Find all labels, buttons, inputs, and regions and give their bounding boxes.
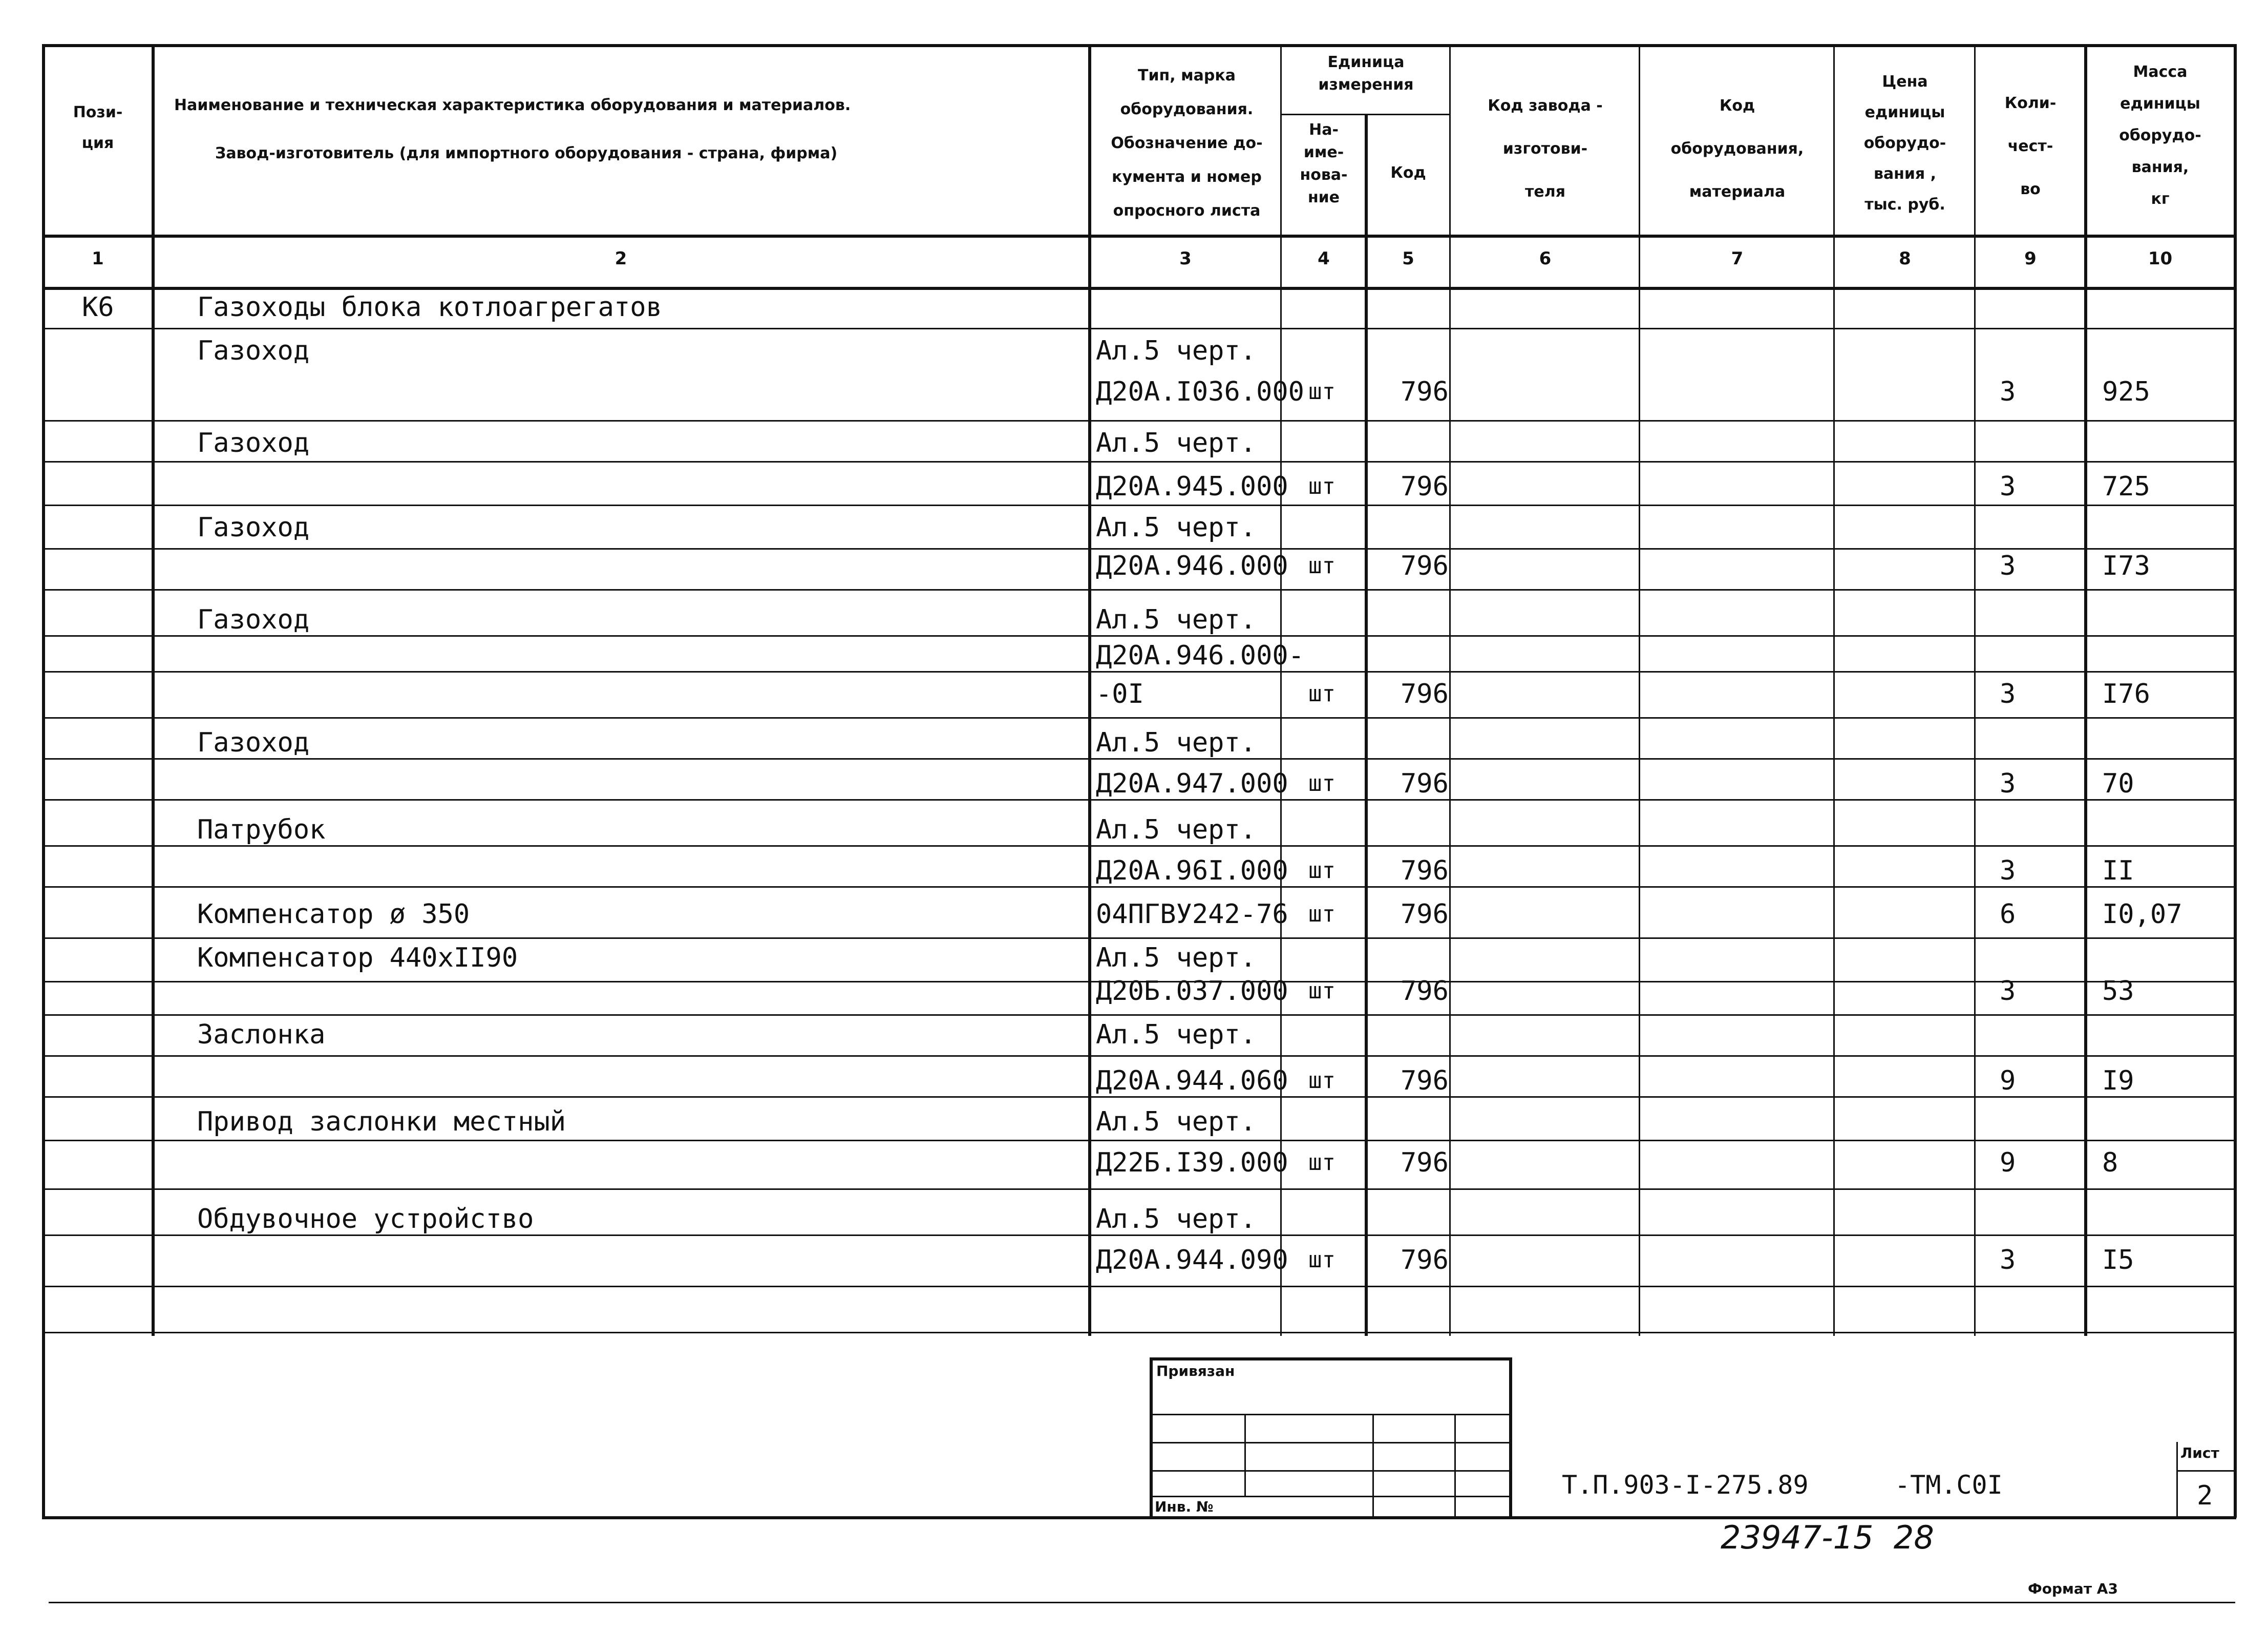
cell-name: Привод заслонки местный — [197, 1106, 566, 1137]
cell-document: Ал.5 черт. — [1096, 1019, 1257, 1050]
header-quantity: Коли- чест- во — [2004, 94, 2057, 198]
stamp-line-3 — [1150, 1470, 1511, 1472]
stamp-v1 — [1244, 1414, 1246, 1496]
stamp-line-2 — [1150, 1442, 1511, 1443]
cell-unit: шт — [1308, 770, 1336, 797]
cell-unit: шт — [1308, 553, 1336, 579]
cell-document: Д20А.947.000 — [1096, 768, 1288, 799]
cell-name: Газоход — [197, 604, 310, 635]
cell-document: Д20А.946.000 — [1096, 551, 1288, 581]
cell-unit-code: 796 — [1401, 1245, 1449, 1275]
cell-name: Компенсатор ø 350 — [197, 899, 470, 930]
cell-unit: шт — [1308, 857, 1336, 884]
cell-mass: I0,07 — [2102, 899, 2182, 930]
cell-name: Заслонка — [197, 1019, 326, 1050]
cell-mass: 53 — [2102, 976, 2134, 1007]
cell-unit-code: 796 — [1401, 1147, 1449, 1178]
row-divider — [42, 1332, 2236, 1333]
cell-unit: шт — [1308, 379, 1336, 405]
row-divider — [42, 1055, 2236, 1057]
cell-quantity: 3 — [2000, 1245, 2016, 1275]
col-line-4 — [1365, 114, 1368, 1336]
col-line-8 — [1974, 44, 1976, 1336]
cell-name: Патрубок — [197, 814, 326, 845]
stamp-right — [1509, 1357, 1512, 1518]
cell-quantity: 3 — [2000, 471, 2016, 502]
row-divider — [42, 1188, 2236, 1190]
cell-unit: шт — [1308, 473, 1336, 499]
cell-document: Д22Б.I39.000 — [1096, 1147, 1288, 1178]
cell-mass: I9 — [2102, 1065, 2134, 1096]
cell-unit: шт — [1308, 901, 1336, 927]
cell-mass: I5 — [2102, 1245, 2134, 1275]
cell-quantity: 6 — [2000, 899, 2016, 930]
cell-quantity: 9 — [2000, 1065, 2016, 1096]
col-line-5 — [1449, 44, 1451, 1336]
sheet-box-left — [2176, 1442, 2178, 1518]
col-line-3 — [1280, 44, 1282, 1336]
cell-name: Газоход — [197, 727, 310, 758]
row-divider — [42, 886, 2236, 888]
cell-unit-code: 796 — [1401, 1065, 1449, 1096]
cell-quantity: 3 — [2000, 679, 2016, 709]
cell-mass: I76 — [2102, 679, 2150, 709]
colnum-5: 5 — [1402, 248, 1414, 269]
row-divider — [42, 1140, 2236, 1141]
stamp-top — [1150, 1357, 1511, 1360]
row-divider — [42, 1014, 2236, 1016]
colnum-8: 8 — [1899, 248, 1911, 269]
cell-unit: шт — [1308, 1149, 1336, 1176]
cell-unit-code: 796 — [1401, 471, 1449, 502]
cell-document: Ал.5 черт. — [1096, 512, 1257, 543]
cell-mass: 8 — [2102, 1147, 2118, 1178]
cell-document: Ал.5 черт. — [1096, 1204, 1257, 1234]
row-divider — [42, 635, 2236, 637]
cell-mass: 70 — [2102, 768, 2134, 799]
header-equipment-code: Код оборудования, материала — [1670, 97, 1804, 201]
cell-document: Д20А.946.000- — [1096, 640, 1304, 671]
cell-quantity: 3 — [2000, 551, 2016, 581]
header-name-line1: Наименование и техническая характеристика оборудования и материалов. — [174, 96, 851, 114]
row-divider — [42, 671, 2236, 673]
frame-top — [42, 44, 2236, 47]
cell-unit: шт — [1308, 1067, 1336, 1094]
cell-document: Ал.5 черт. — [1096, 428, 1257, 458]
colnum-2: 2 — [614, 248, 627, 269]
cell-name: Газоход — [197, 428, 310, 458]
header-bottom — [42, 235, 2236, 238]
cell-document: Д20А.I036.000 — [1096, 376, 1304, 407]
cell-document: 04ПГВУ242-76 — [1096, 899, 1288, 930]
colnum-9: 9 — [2024, 248, 2037, 269]
cell-unit-code: 796 — [1401, 899, 1449, 930]
colnum-1: 1 — [92, 248, 104, 269]
header-position: Пози- ция — [73, 103, 123, 152]
row-divider — [42, 937, 2236, 939]
cell-name: Газоходы блока котлоагрегатов — [197, 292, 662, 323]
cell-document: Д20Б.037.000 — [1096, 976, 1288, 1007]
header-name-line2: Завод-изготовитель (для импортного оборудования - страна, фирма) — [215, 144, 838, 162]
cell-name: Обдувочное устройство — [197, 1204, 534, 1234]
cell-unit-code: 796 — [1401, 679, 1449, 709]
cell-position: К6 — [82, 292, 114, 323]
row-divider — [42, 328, 2236, 329]
cell-unit-code: 796 — [1401, 376, 1449, 407]
sheet-number: 2 — [2197, 1480, 2213, 1511]
row-divider — [42, 548, 2236, 550]
cell-document: Д20А.944.090 — [1096, 1245, 1288, 1275]
cell-unit-code: 796 — [1401, 976, 1449, 1007]
cell-document: Ал.5 черт. — [1096, 727, 1257, 758]
row-divider — [42, 461, 2236, 463]
document-designation: Т.П.903-I-275.89 — [1562, 1470, 1809, 1500]
cell-quantity: 3 — [2000, 376, 2016, 407]
col-line-2 — [1088, 44, 1091, 1336]
cell-unit-code: 796 — [1401, 551, 1449, 581]
header-type: Тип, марка оборудования. Обозначение до- кумента и номер опросного листа — [1111, 67, 1263, 220]
row-divider — [42, 505, 2236, 506]
cell-name: Компенсатор 440xII90 — [197, 943, 518, 973]
row-divider — [42, 589, 2236, 591]
stamp-line-1 — [1150, 1414, 1511, 1415]
cell-unit: шт — [1308, 1247, 1336, 1273]
row-divider — [42, 799, 2236, 801]
colnum-4: 4 — [1318, 248, 1330, 269]
cell-document: Д20А.945.000 — [1096, 471, 1288, 502]
stamp-line-4 — [1150, 1496, 1511, 1497]
cell-quantity: 9 — [2000, 1147, 2016, 1178]
header-unit-group: Единица измерения — [1318, 53, 1414, 94]
cell-document: Д20А.944.060 — [1096, 1065, 1288, 1096]
cell-unit: шт — [1308, 978, 1336, 1004]
colnum-10: 10 — [2148, 248, 2173, 269]
cell-quantity: 3 — [2000, 855, 2016, 886]
row-divider — [42, 1096, 2236, 1098]
cell-document: Ал.5 черт. — [1096, 943, 1257, 973]
cell-unit-code: 796 — [1401, 855, 1449, 886]
cell-document: Ал.5 черт. — [1096, 604, 1257, 635]
stamp-v2 — [1372, 1414, 1374, 1516]
row-divider — [42, 845, 2236, 847]
format-label: Формат А3 — [2028, 1580, 2118, 1597]
cell-unit-code: 796 — [1401, 768, 1449, 799]
header-unit-code: Код — [1390, 164, 1426, 182]
cell-name: Газоход — [197, 512, 310, 543]
colnum-3: 3 — [1179, 248, 1192, 269]
sheet-box-line — [2176, 1470, 2235, 1472]
cell-quantity: 3 — [2000, 768, 2016, 799]
cell-document: Ал.5 черт. — [1096, 336, 1257, 366]
header-mass: Масса единицы оборудо- вания, кг — [2119, 63, 2201, 208]
row-divider — [42, 1234, 2236, 1236]
cell-quantity: 3 — [2000, 976, 2016, 1007]
colnum-6: 6 — [1539, 248, 1552, 269]
col-line-7 — [1833, 44, 1835, 1336]
cell-mass: 725 — [2102, 471, 2150, 502]
cell-unit: шт — [1308, 681, 1336, 707]
cell-name: Газоход — [197, 336, 310, 366]
sheet-label: Лист — [2180, 1444, 2219, 1461]
cell-document: Ал.5 черт. — [1096, 814, 1257, 845]
col-line-6 — [1639, 44, 1640, 1336]
handwritten-number: 23947-15 28 — [1721, 1519, 1934, 1556]
cell-mass: II — [2102, 855, 2134, 886]
header-unit-name: На- име- нова- ние — [1300, 121, 1348, 206]
header-price: Цена единицы оборудо- вания , тыс. руб. — [1863, 73, 1946, 214]
inv-label: Инв. № — [1155, 1498, 1214, 1515]
col-line-1 — [152, 44, 155, 1336]
stamp-v3 — [1454, 1414, 1456, 1516]
cell-document: Д20А.96I.000 — [1096, 855, 1288, 886]
row-divider — [42, 758, 2236, 760]
privyazan-label: Привязан — [1156, 1363, 1235, 1379]
cell-mass: I73 — [2102, 551, 2150, 581]
cell-mass: 925 — [2102, 376, 2150, 407]
row-divider — [42, 1286, 2236, 1287]
cell-document: Ал.5 черт. — [1096, 1106, 1257, 1137]
col-line-9 — [2084, 44, 2087, 1336]
colnum-7: 7 — [1731, 248, 1744, 269]
bottom-rule — [49, 1602, 2235, 1603]
stamp-left — [1150, 1357, 1153, 1518]
frame-right — [2234, 44, 2237, 1518]
cell-document: -0I — [1096, 679, 1144, 709]
row-divider — [42, 420, 2236, 422]
document-suffix: -ТМ.С0I — [1895, 1470, 2003, 1500]
row-divider — [42, 717, 2236, 719]
header-plant-code: Код завода - изготови- теля — [1488, 97, 1603, 201]
colnum-bottom — [42, 287, 2236, 290]
